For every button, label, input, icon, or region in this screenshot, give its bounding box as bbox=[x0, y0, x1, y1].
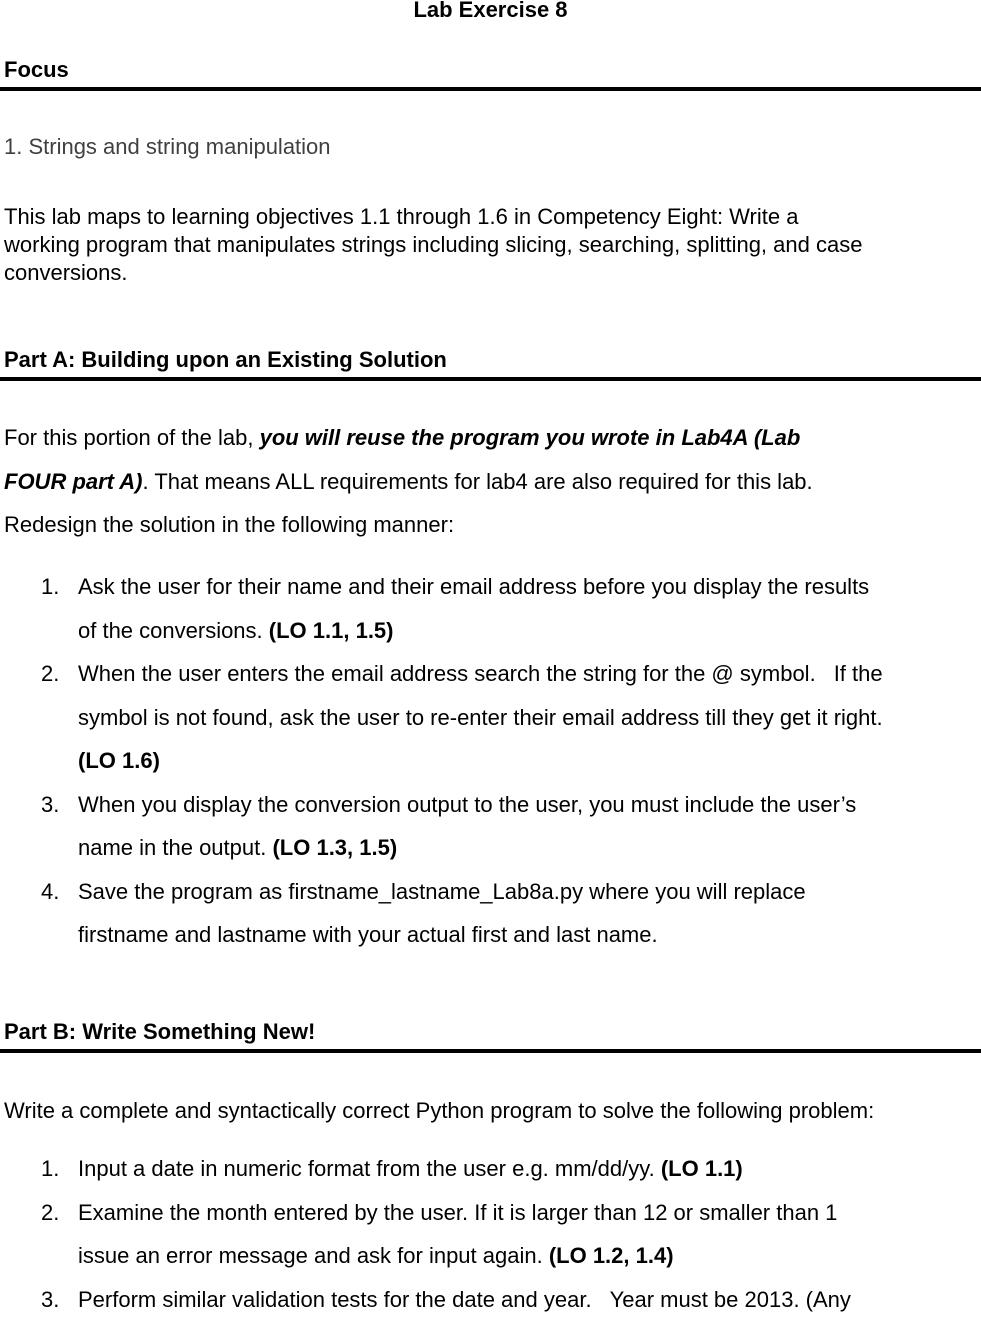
document-title: Lab Exercise 8 bbox=[0, 0, 981, 24]
focus-item: 1. Strings and string manipulation bbox=[4, 133, 331, 161]
item-number: 2. bbox=[41, 652, 59, 696]
list-item bbox=[0, 870, 981, 957]
focus-heading: Focus bbox=[4, 57, 69, 83]
item-number: 3. bbox=[41, 783, 59, 827]
part-a-heading: Part A: Building upon an Existing Solution bbox=[4, 347, 447, 373]
overview-line-2: working program that manipulates strings including slicing, searching, splitting, and case bbox=[4, 231, 981, 259]
item-text: Examine the month entered by the user. If it is larger than 12 or smaller than 1 bbox=[78, 1191, 981, 1235]
item-text bbox=[78, 739, 981, 783]
item-text: Save the program as firstname_lastname_Lab8a.py where you will replace bbox=[78, 870, 981, 914]
item-text: symbol is not found, ask the user to re-enter their email address till they get it right. bbox=[78, 696, 981, 740]
item-number: 1. bbox=[41, 1147, 59, 1191]
item-text-part: Year must be 2013. (Any bbox=[610, 1287, 851, 1312]
overview-line-3: conversions. bbox=[4, 259, 981, 287]
learning-objective: (LO 1.6) bbox=[78, 748, 160, 773]
part-a-intro bbox=[4, 416, 981, 547]
intro-prefix: For this portion of the lab, bbox=[4, 425, 260, 450]
item-text bbox=[78, 652, 981, 696]
learning-objective: (LO 1.1, 1.5) bbox=[269, 618, 394, 643]
item-text bbox=[78, 1147, 981, 1191]
list-item bbox=[0, 652, 981, 783]
part-b-list bbox=[0, 1147, 981, 1321]
part-a-list bbox=[0, 565, 981, 957]
item-text: firstname and lastname with your actual first and last name. bbox=[78, 913, 981, 957]
item-text bbox=[78, 1278, 981, 1321]
part-a-intro-line-3: Redesign the solution in the following manner: bbox=[4, 503, 981, 547]
focus-divider bbox=[0, 87, 981, 91]
part-b-heading: Part B: Write Something New! bbox=[4, 1019, 315, 1045]
learning-objective: (LO 1.1) bbox=[661, 1156, 743, 1181]
list-item bbox=[0, 1278, 981, 1321]
list-item bbox=[0, 1191, 981, 1278]
item-text-part: Input a date in numeric format from the user e.g. mm/dd/yy. bbox=[78, 1156, 661, 1181]
item-text: When you display the conversion output to the user, you must include the user’s bbox=[78, 783, 981, 827]
list-item bbox=[0, 1147, 981, 1191]
item-number: 1. bbox=[41, 565, 59, 609]
part-b-divider bbox=[0, 1049, 981, 1053]
item-text: Ask the user for their name and their email address before you display the results bbox=[78, 565, 981, 609]
item-text-part: name in the output. bbox=[78, 835, 272, 860]
overview-paragraph bbox=[4, 203, 981, 287]
item-text-part: When the user enters the email address search the string for the @ symbol. bbox=[78, 661, 816, 686]
part-b-intro: Write a complete and syntactically correct Python program to solve the following problem: bbox=[4, 1097, 981, 1125]
item-text bbox=[78, 826, 981, 870]
part-a-intro-line-2 bbox=[4, 460, 981, 504]
item-number: 3. bbox=[41, 1278, 59, 1321]
list-item bbox=[0, 565, 981, 652]
overview-line-1: This lab maps to learning objectives 1.1 through 1.6 in Competency Eight: Write a bbox=[4, 203, 981, 231]
intro-rest: . That means ALL requirements for lab4 are also required for this lab. bbox=[143, 469, 813, 494]
item-text-part: issue an error message and ask for input again. bbox=[78, 1243, 549, 1268]
item-number: 4. bbox=[41, 870, 59, 914]
item-text bbox=[78, 609, 981, 653]
item-text-part: of the conversions. bbox=[78, 618, 269, 643]
item-number: 2. bbox=[41, 1191, 59, 1235]
item-text-part: Perform similar validation tests for the date and year. bbox=[78, 1287, 592, 1312]
intro-emphasis-2: FOUR part A) bbox=[4, 469, 143, 494]
item-text bbox=[78, 1234, 981, 1278]
list-item bbox=[0, 783, 981, 870]
learning-objective: (LO 1.2, 1.4) bbox=[549, 1243, 674, 1268]
item-text-part: If the bbox=[834, 661, 883, 686]
part-a-intro-line-1 bbox=[4, 416, 981, 460]
part-a-divider bbox=[0, 377, 981, 381]
learning-objective: (LO 1.3, 1.5) bbox=[272, 835, 397, 860]
intro-emphasis-1: you will reuse the program you wrote in Lab4A (Lab bbox=[260, 425, 801, 450]
